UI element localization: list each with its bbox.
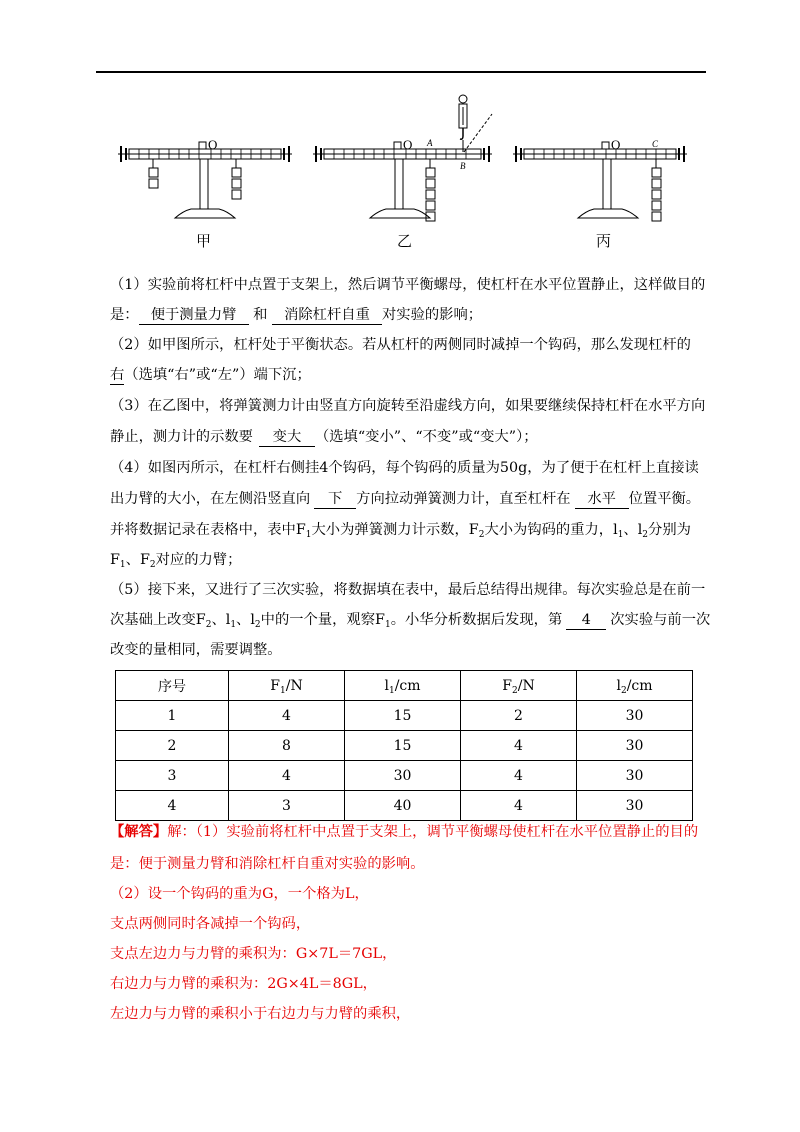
table-cell: 30 <box>577 761 693 791</box>
table-cell: 1 <box>116 701 229 731</box>
point-b-label: B <box>460 161 466 171</box>
table-cell: 30 <box>577 791 693 821</box>
q4-line4: $F_1$、$F_2$对应的力臂； <box>110 552 242 570</box>
table-cell: 2 <box>116 731 229 761</box>
data-table <box>115 670 693 821</box>
q4-blank1: 下 <box>314 491 356 509</box>
answer-line3: （2）设一个钩码的重为G，一个格为L， <box>110 886 369 902</box>
table-cell: 15 <box>345 701 461 731</box>
q3-blank: 变大 <box>259 429 315 447</box>
q1-blank2: 消除杠杆自重 <box>272 307 382 325</box>
caption-jia: 甲 <box>196 232 212 250</box>
header-f2: $F_2/N$ <box>461 671 577 701</box>
q5-blank: 4 <box>566 612 606 630</box>
q1-blank1: 便于测量力臂 <box>139 307 249 325</box>
table-cell: 40 <box>345 791 461 821</box>
point-o-label: O <box>611 137 621 152</box>
caption-bing: 丙 <box>596 232 612 250</box>
table-cell: 4 <box>461 761 577 791</box>
table-header-row <box>116 671 693 701</box>
table-cell: 15 <box>345 731 461 761</box>
q1-line1: （1）实验前将杠杆中点置于支架上，然后调节平衡螺母，使杠杆在水平位置静止，这样做目的 <box>110 277 706 293</box>
q4-blank2: 水平 <box>575 491 629 509</box>
q4-line3: 并将数据记录在表格中，表中$F_1$大小为弹簧测力计示数，$F_2$大小为钩码的重力，$l_1$、$l_2$分别为 <box>110 522 691 540</box>
caption-yi: 乙 <box>397 232 413 250</box>
header-l2: $l_2/cm$ <box>577 671 693 701</box>
header-index: 序号 <box>116 671 229 701</box>
q2-line1: （2）如甲图所示，杠杆处于平衡状态。若从杠杆的两侧同时减掉一个钩码，那么发现杠杆的 <box>110 337 691 353</box>
table-cell: 4 <box>461 791 577 821</box>
q3-line2: 静止，测力计的示数要 变大 （选填“变小”、“不变”或“变大”）； <box>110 429 538 445</box>
table-cell: 2 <box>461 701 577 731</box>
answer-line5: 支点左边力与力臂的乘积为：G×7L＝7GL， <box>110 946 397 962</box>
point-c-label: C <box>652 139 659 149</box>
answer-line4: 支点两侧同时各减掉一个钩码， <box>110 916 311 932</box>
figure-yi <box>310 92 495 232</box>
q3-line1: （3）在乙图中，将弹簧测力计由竖直方向旋转至沿虚线方向，如果要继续保持杠杆在水平方向 <box>110 398 706 414</box>
table-cell: 4 <box>229 701 345 731</box>
table-cell: 30 <box>345 761 461 791</box>
q1-line2: 是： 便于测量力臂 和 消除杠杆自重 对实验的影响； <box>110 307 483 323</box>
table-cell: 4 <box>461 731 577 761</box>
figure-jia <box>115 92 295 232</box>
answer-line7: 左边力与力臂的乘积小于右边力与力臂的乘积， <box>110 1006 411 1022</box>
table-cell: 8 <box>229 731 345 761</box>
header-f1: $F_1/N$ <box>229 671 345 701</box>
table-cell: 30 <box>577 701 693 731</box>
point-a-label: A <box>427 138 433 148</box>
table-row <box>116 701 693 731</box>
answer-line6: 右边力与力臂的乘积为：2G×4L＝8GL， <box>110 976 377 992</box>
answer-line1: 【解答】解：（1）实验前将杠杆中点置于支架上，调节平衡螺母使杠杆在水平位置静止的目的 <box>110 824 699 840</box>
q4-line2: 出力臂的大小，在左侧沿竖直向 下 方向拉动弹簧测力计，直至杠杆在 水平 位置平衡。 <box>110 491 701 507</box>
q5-line1: （5）接下来，又进行了三次实验，将数据填在表中，最后总结得出规律。每次实验总是在前一 <box>110 582 706 598</box>
q5-line2: 次基础上改变$F_2$、$l_1$、$l_2$中的一个量，观察$F_1$。小华分析数据后发现，第 4 次实验与前一次 <box>110 612 711 630</box>
table-row <box>116 791 693 821</box>
point-o-label: O <box>403 137 413 152</box>
header-l1: $l_1/cm$ <box>345 671 461 701</box>
table-cell: 3 <box>116 761 229 791</box>
table-cell: 3 <box>229 791 345 821</box>
answer-tag: 【解答】 <box>110 824 168 840</box>
table-cell: 4 <box>116 791 229 821</box>
q4-line1: （4）如图丙所示，在杠杆右侧挂4个钩码，每个钩码的质量为50g，为了便于在杠杆上直接读 <box>110 460 699 476</box>
table-row <box>116 731 693 761</box>
table-row <box>116 761 693 791</box>
point-o-label: O <box>208 137 218 152</box>
table-cell: 4 <box>229 761 345 791</box>
answer-line2: 是：便于测量力臂和消除杠杆自重对实验的影响。 <box>110 856 425 872</box>
q2-blank: 右 <box>110 367 125 383</box>
q5-line3: 改变的量相同，需要调整。 <box>110 642 282 658</box>
q2-line2: 右（选填“右”或“左”）端下沉； <box>110 367 311 383</box>
header-rule <box>96 71 706 73</box>
figure-bing <box>510 92 690 232</box>
table-cell: 30 <box>577 731 693 761</box>
